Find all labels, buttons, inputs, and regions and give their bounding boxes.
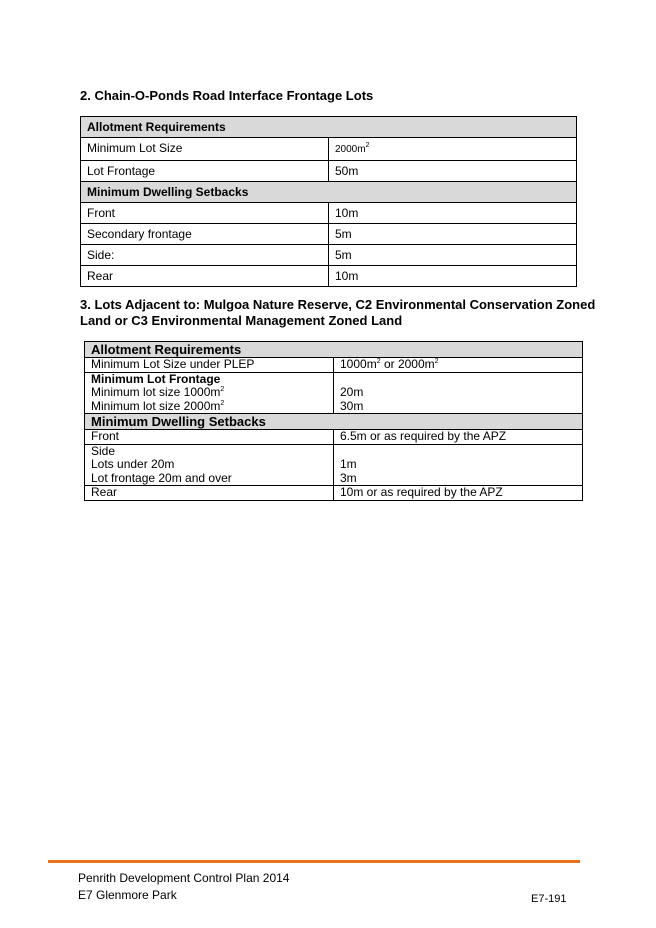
- side-row-label: Lot frontage 20m and over: [91, 470, 232, 485]
- table-row: [85, 444, 583, 486]
- frontage-value: 20m: [340, 385, 364, 399]
- row-label: Minimum Lot Size under PLEP: [85, 358, 334, 373]
- row-label: Secondary frontage: [81, 224, 329, 245]
- row-label: Lot Frontage: [81, 161, 329, 182]
- row-value: [334, 372, 583, 414]
- row-label: [85, 372, 334, 414]
- footer-title: [78, 870, 289, 904]
- superscript: 2: [365, 142, 370, 149]
- allotment-requirements-header: Allotment Requirements: [85, 342, 583, 358]
- value-part: or 2000m: [380, 357, 435, 371]
- value-part: 1000m: [340, 357, 377, 371]
- section-2-heading: 2. Chain-O-Ponds Road Interface Frontage Lots: [80, 88, 374, 103]
- table-row: [81, 161, 577, 182]
- footer-plan-name: Penrith Development Control Plan 2014: [78, 871, 290, 885]
- row-value: 5m: [329, 245, 577, 266]
- row-value: 10m: [329, 266, 577, 287]
- side-row-value: 3m: [340, 470, 357, 485]
- footer-section-name: E7 Glenmore Park: [78, 888, 177, 902]
- row-label: Rear: [85, 486, 334, 501]
- table-section-header-row: [85, 342, 583, 358]
- frontage-value: 30m: [340, 398, 364, 413]
- section-3-heading: [80, 297, 595, 329]
- page-number: E7-191: [531, 893, 567, 905]
- row-value: 50m: [329, 161, 577, 182]
- min-lot-size-value: 2000m: [335, 144, 366, 155]
- row-label: Rear: [81, 266, 329, 287]
- table-row: [85, 372, 583, 414]
- allotment-requirements-header: Allotment Requirements: [81, 117, 577, 138]
- row-value: 5m: [329, 224, 577, 245]
- row-value: [334, 444, 583, 486]
- table-row: [85, 358, 583, 373]
- table-row: [81, 203, 577, 224]
- table-row: [81, 266, 577, 287]
- row-label: [85, 444, 334, 486]
- row-value: [334, 358, 583, 373]
- row-value: 6.5m or as required by the APZ: [334, 430, 583, 445]
- dwelling-setbacks-header: Minimum Dwelling Setbacks: [85, 414, 583, 430]
- section-3-heading-line-2: Land or C3 Environmental Management Zoned Land: [80, 313, 403, 328]
- min-lot-frontage-subheader: Minimum Lot Frontage: [91, 371, 221, 386]
- dwelling-setbacks-header: Minimum Dwelling Setbacks: [81, 182, 577, 203]
- row-value: [329, 138, 577, 161]
- side-label: Side: [91, 443, 116, 458]
- table-section-header-row: [85, 414, 583, 430]
- superscript: 2: [434, 358, 439, 365]
- chain-o-ponds-requirements-table: [80, 116, 577, 287]
- footer-rule: [48, 860, 580, 863]
- table-row: [81, 138, 577, 161]
- frontage-label: Minimum lot size $2000m^2$: [91, 398, 225, 413]
- table-section-header-row: [81, 117, 577, 138]
- row-value: 10m or as required by the APZ: [334, 486, 583, 501]
- table-row: [85, 486, 583, 501]
- row-label: Side:: [81, 245, 329, 266]
- frontage-label: Minimum lot size $1000m^2$: [91, 385, 225, 399]
- superscript: 2: [376, 358, 381, 365]
- table-row: [81, 224, 577, 245]
- row-label: Front: [81, 203, 329, 224]
- section-3-heading-line-1: 3. Lots Adjacent to: Mulgoa Nature Reserve, C2 Environmental Conservation Zoned: [80, 297, 596, 312]
- adjacent-lots-requirements-table: [84, 341, 583, 501]
- row-value: 10m: [329, 203, 577, 224]
- side-row-label: Lots under 20m: [91, 457, 175, 471]
- row-label: Front: [85, 430, 334, 445]
- table-row: [81, 245, 577, 266]
- row-label: Minimum Lot Size: [81, 138, 329, 161]
- table-section-header-row: [81, 182, 577, 203]
- side-row-value: 1m: [340, 457, 357, 471]
- table-row: [85, 430, 583, 445]
